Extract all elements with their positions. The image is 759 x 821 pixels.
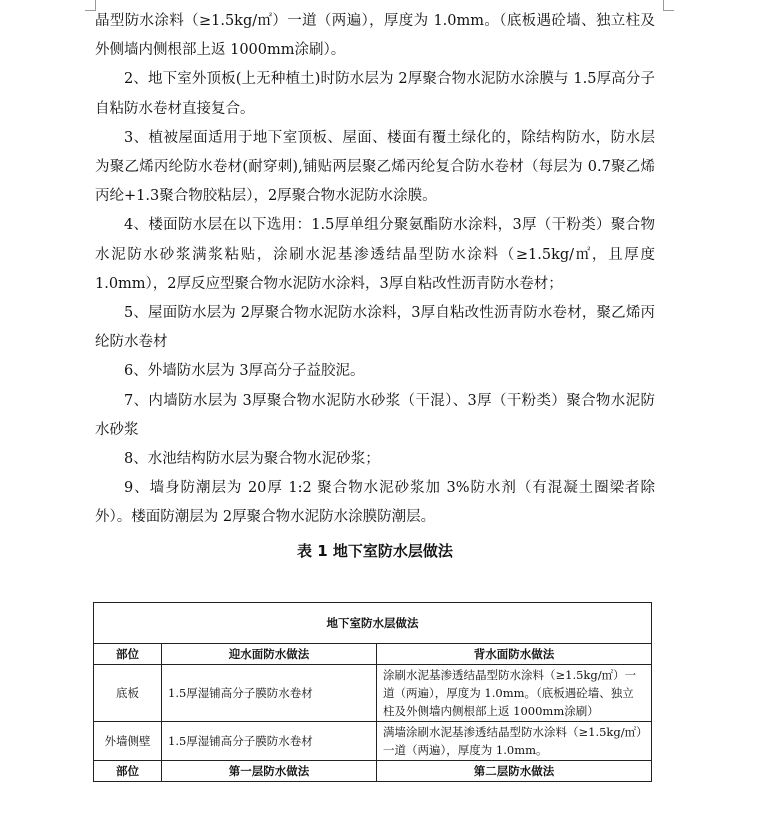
paragraph: 8、水池结构防水层为聚合物水泥砂浆； (124, 451, 380, 468)
page-corner-mark-right (663, 0, 674, 11)
table-row (94, 665, 652, 722)
table-cell: 1.5厚湿铺高分子膜防水卷材 (162, 722, 377, 761)
header-cell: 背水面防水做法 (377, 644, 652, 665)
table-header-row (94, 761, 652, 782)
table-cell: 外墙侧壁 (94, 722, 162, 761)
paragraph: 4、楼面防水层在以下选用：1.5厚单组分聚氨酯防水涂料，3厚（干粉类）聚合物水泥防水砂浆满浆粘贴，涂刷水泥基渗透结晶型防水涂料（≥1.5kg/㎡，且厚度 1.0mm），2厚反应型聚合物水泥防水涂料，3厚自粘改性沥青防水卷材； (95, 217, 655, 292)
waterproof-table (93, 602, 652, 782)
table-row (94, 722, 652, 761)
paragraph: 2、地下室外顶板(上无种植土)时防水层为 2厚聚合物水泥防水涂膜与 1.5厚高分子自粘防水卷材直接复合。 (95, 71, 655, 117)
header-cell: 第一层防水做法 (162, 761, 377, 782)
table-caption: 表 1 地下室防水层做法 (297, 541, 453, 560)
header-cell: 部位 (94, 644, 162, 665)
table-title: 地下室防水层做法 (94, 603, 652, 644)
header-cell: 第二层防水做法 (377, 761, 652, 782)
table-cell: 满墙涂刷水泥基渗透结晶型防水涂料（≥1.5kg/㎡）一道（两遍），厚度为 1.0mm。 (377, 722, 652, 761)
header-cell: 迎水面防水做法 (162, 644, 377, 665)
paragraph: 晶型防水涂料（≥1.5kg/㎡）一道（两遍），厚度为 1.0mm。（底板遇砼墙、独立柱及外侧墙内侧根部上返 1000mm涂刷）。 (95, 13, 655, 59)
table-header-row (94, 644, 652, 665)
paragraph: 9、墙身防潮层为 20厚 1:2 聚合物水泥砂浆加 3%防水剂（有混凝土圈梁者除外）。楼面防潮层为 2厚聚合物水泥防水涂膜防潮层。 (95, 480, 655, 526)
paragraph: 7、内墙防水层为 3厚聚合物水泥防水砂浆（干混）、3厚（干粉类）聚合物水泥防水砂浆 (95, 392, 655, 438)
table-cell: 涂刷水泥基渗透结晶型防水涂料（≥1.5kg/㎡）一道（两遍），厚度为 1.0mm。（底板遇砼墙、独立柱及外侧墙内侧根部上返 1000mm涂刷） (377, 665, 652, 722)
paragraph: 6、外墙防水层为 3厚高分子益胶泥。 (124, 363, 365, 380)
header-cell: 部位 (94, 761, 162, 782)
table-cell: 1.5厚湿铺高分子膜防水卷材 (162, 665, 377, 722)
table-cell: 底板 (94, 665, 162, 722)
table-title-row (94, 603, 652, 644)
document-body (95, 7, 655, 566)
paragraph: 3、植被屋面适用于地下室顶板、屋面、楼面有覆土绿化的，除结构防水，防水层为聚乙烯丙纶防水卷材(耐穿刺),铺贴两层聚乙烯丙纶复合防水卷材（每层为 0.7聚乙烯丙纶+1.3聚合物胶粘层），2厚聚合物水泥防水涂膜。 (95, 129, 655, 205)
paragraph: 5、屋面防水层为 2厚聚合物水泥防水涂料，3厚自粘改性沥青防水卷材，聚乙烯丙纶防水卷材 (95, 305, 655, 351)
